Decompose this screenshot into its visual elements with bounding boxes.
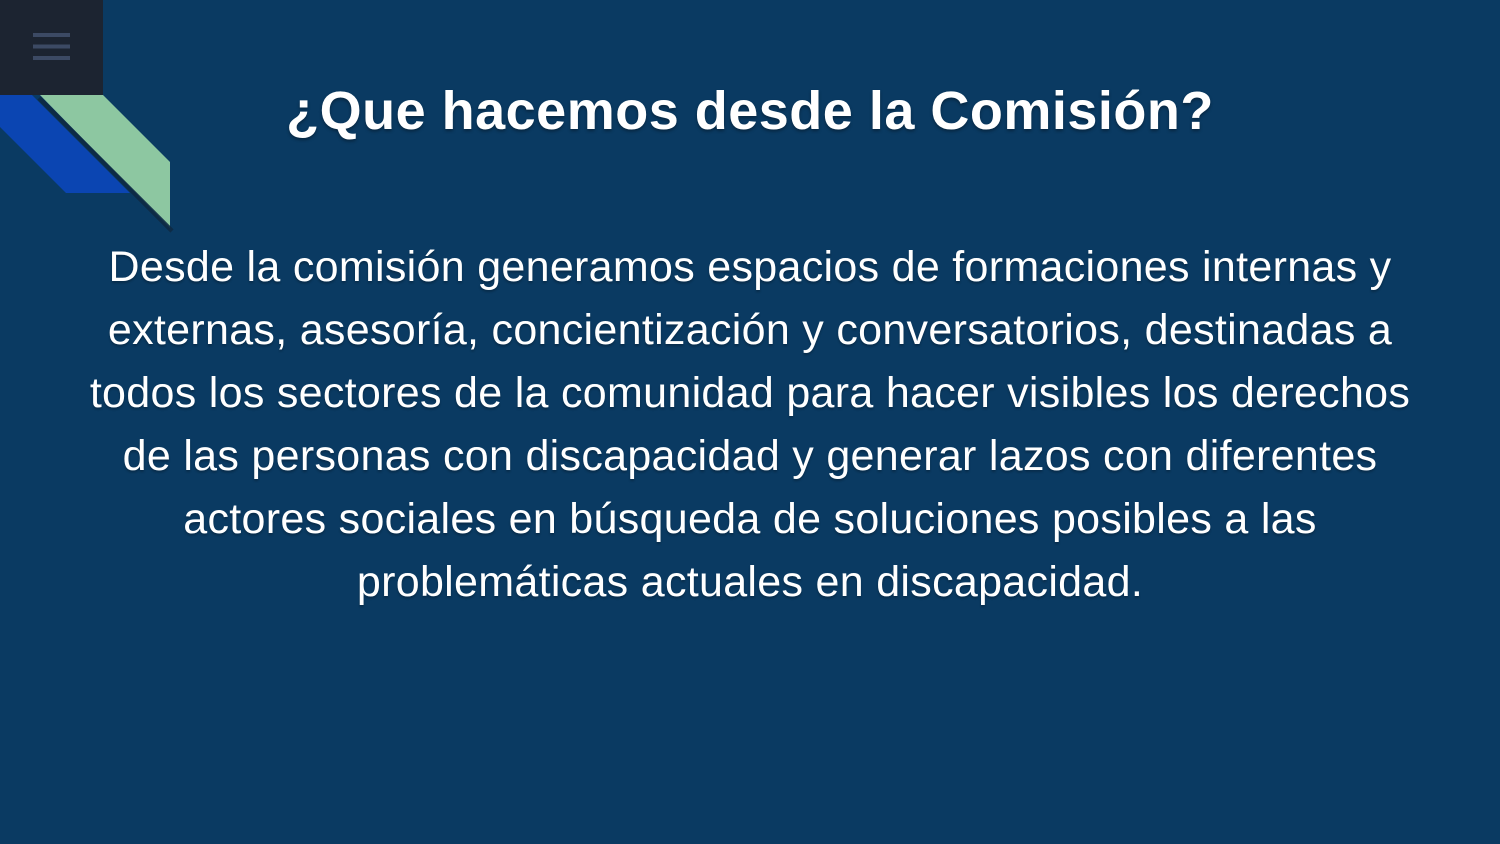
slide-body-paragraph [40, 236, 1460, 614]
body-line-5: actores sociales en búsqueda de soluciones posibles a las [183, 495, 1317, 543]
body-line-2: externas, asesoría, concientización y conversatorios, destinadas a [107, 306, 1393, 354]
body-line-6: problemáticas actuales en discapacidad. [356, 558, 1144, 606]
body-line-1: Desde la comisión generamos espacios de formaciones internas y [108, 243, 1392, 291]
body-line-4: de las personas con discapacidad y generar lazos con diferentes [122, 432, 1378, 480]
body-line-3: todos los sectores de la comunidad para hacer visibles los derechos [89, 369, 1411, 417]
slide-title: ¿Que hacemos desde la Comisión? [286, 81, 1214, 141]
